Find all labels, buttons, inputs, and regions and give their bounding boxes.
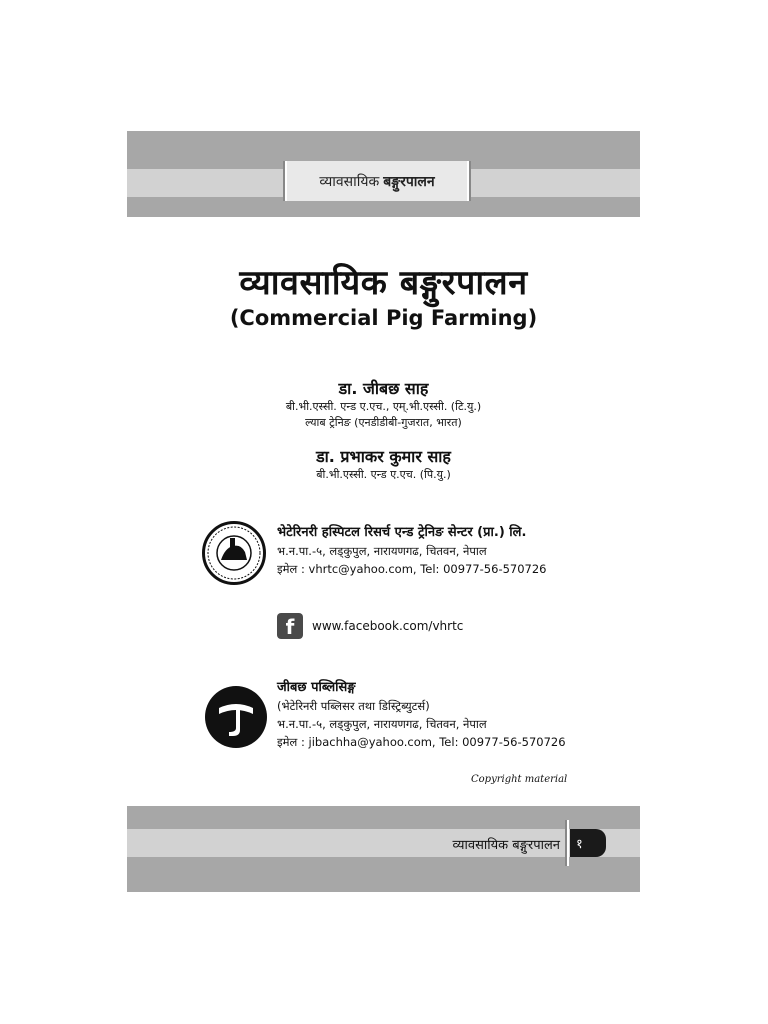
book-page <box>127 131 640 892</box>
copyright-note: Copyright material <box>471 774 568 785</box>
footer-band <box>127 806 640 892</box>
vhrtc-seal-logo <box>202 521 266 585</box>
page-number: १ <box>570 829 606 857</box>
header-title-bold: बङ्गुरपालन <box>383 173 435 190</box>
jibachha-publishing-logo <box>205 686 267 748</box>
publisher-1-block <box>277 524 547 578</box>
author-1-degree: बी.भी.एस्सी. एन्ड ए.एच., एम्.भी.एस्सी. (टि.यु.) <box>285 400 482 413</box>
publisher-1-contact <box>277 560 547 578</box>
facebook-icon: f <box>277 613 303 639</box>
footer-separator <box>565 820 567 866</box>
footer-stripe <box>127 829 640 857</box>
publisher-1-email-label: इमेल : <box>277 562 305 576</box>
header-title-box <box>283 161 471 201</box>
book-title: व्यावसायिक बङ्गुरपालन <box>239 263 528 303</box>
publisher-2-address: भ.न.पा.-५, लड्कुपुल, नारायणगढ, चितवन, नेपाल <box>277 717 487 731</box>
facebook-link[interactable] <box>277 613 463 639</box>
publisher-1-name: भेटेरिनरी हस्पिटल रिसर्च एन्ड ट्रेनिङ सेन्टर (प्रा.) लि. <box>277 525 527 540</box>
publisher-2-email: jibachha@yahoo.com, Tel: 00977-56-570726 <box>308 735 566 749</box>
author-2 <box>127 445 640 483</box>
author-2-degree: बी.भी.एस्सी. एन्ड ए.एच. (पि.यु.) <box>316 468 451 481</box>
header-title-regular: व्यावसायिक <box>319 173 380 190</box>
jibachha-logo-icon <box>205 686 267 748</box>
publisher-1-email: vhrtc@yahoo.com, Tel: 00977-56-570726 <box>308 562 547 576</box>
author-1-name: डा. जीबछ साह <box>338 379 429 398</box>
facebook-url[interactable]: www.facebook.com/vhrtc <box>312 619 464 633</box>
author-1 <box>127 377 640 431</box>
footer-running-title: व्यावसायिक बङ्गुरपालन <box>452 838 560 853</box>
publisher-2-block <box>277 679 566 751</box>
book-title-english: (Commercial Pig Farming) <box>229 306 538 330</box>
publisher-2-desc: (भेटेरिनरी पब्लिसर तथा डिस्ट्रिब्युटर्स) <box>277 699 430 713</box>
publisher-2-name: जीबछ पब्लिसिङ्ग <box>277 680 356 695</box>
header-band <box>127 131 640 217</box>
publisher-1-address: भ.न.पा.-५, लड्कुपुल, नारायणगढ, चितवन, नेपाल <box>277 544 487 558</box>
publisher-2-email-label: इमेल : <box>277 735 305 749</box>
author-2-name: डा. प्रभाकर कुमार साह <box>316 447 451 466</box>
author-1-training: ल्याब ट्रेनिङ (एनडीडीबी-गुजरात, भारत) <box>305 416 462 429</box>
publisher-2-contact <box>277 733 566 751</box>
vhrtc-seal-icon <box>205 524 263 582</box>
